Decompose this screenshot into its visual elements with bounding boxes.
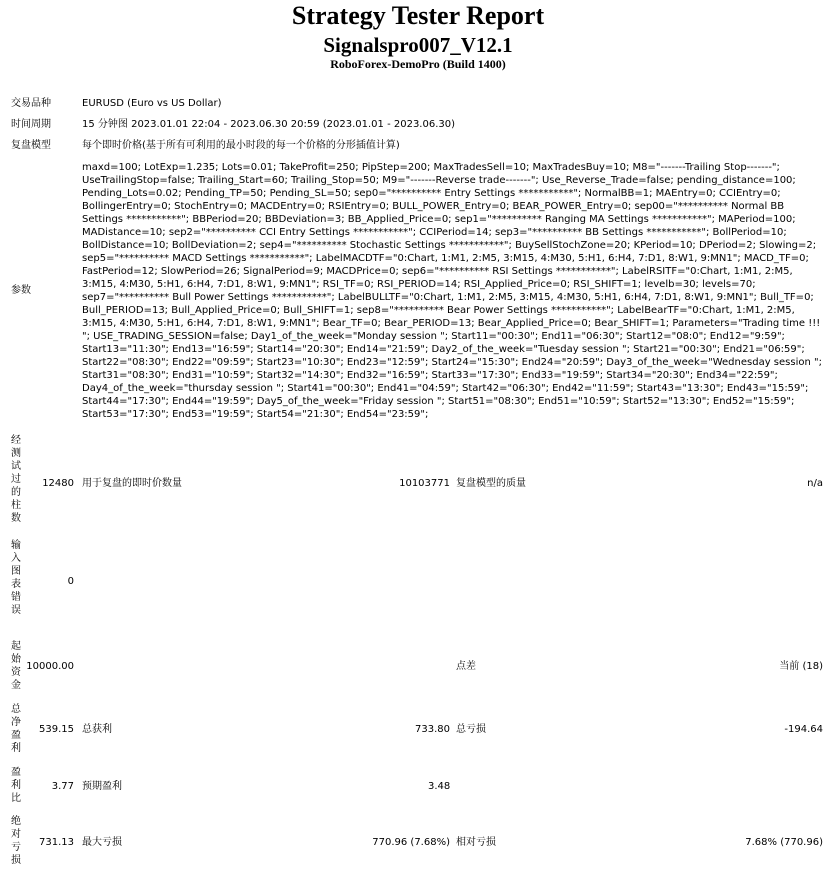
max-drawdown-value: 770.96 (7.68%) bbox=[372, 837, 450, 848]
model-value: 每个即时价格(基于所有可利用的最小时段的每一个价格的分形插值计算) bbox=[82, 140, 400, 151]
report-title: Strategy Tester Report bbox=[291, 1, 545, 30]
gross-loss-value: -194.64 bbox=[784, 724, 823, 735]
params-label: 参数 bbox=[11, 285, 31, 296]
expected-payoff-label: 预期盈利 bbox=[82, 781, 122, 792]
net-profit-value: 539.15 bbox=[39, 724, 74, 735]
profit-factor-label: 盈 利 比 bbox=[11, 767, 21, 804]
symbol-label: 交易品种 bbox=[11, 98, 51, 109]
ticks-value: 10103771 bbox=[399, 478, 450, 489]
symbol-value: EURUSD (Euro vs US Dollar) bbox=[82, 98, 222, 109]
model-label: 复盘模型 bbox=[11, 140, 51, 151]
server-build: RoboForex-DemoPro (Build 1400) bbox=[330, 57, 506, 71]
spread-label: 点差 bbox=[456, 661, 476, 672]
profit-factor-value: 3.77 bbox=[51, 781, 74, 792]
quality-label: 复盘模型的质量 bbox=[456, 478, 526, 489]
absolute-drawdown-label: 绝 对 亏 损 bbox=[11, 816, 21, 866]
absolute-drawdown-value: 731.13 bbox=[39, 837, 74, 848]
net-profit-label: 总 净 盈 利 bbox=[11, 704, 21, 754]
params-value: maxd=100; LotExp=1.235; Lots=0.01; TakeProfit=250; PipStep=200; MaxTradesSell=10; MaxTradesBuy=10; M8="-------Trailing Stop-------"; UseTrailingStop=false; Trailing_Start=60; Trailing_Stop=50; M9="-------Reverse trade-------"; Use_Reverse_Trade=false; pending_distance=100; Pending_Lots=0.02; Pending_TP=50; Pending_SL=50; sep0="********** Entry Settings ***********"; NormalBB=1; MAEntry=0; CCIEntry=0; BollingerEntry=0; StochEntry=0; MACDEntry=0; RSIEntry=0; BULL_POWER_Entry=0; BEAR_POWER_Entry=0; sep00="********** Normal BB Settings ***********"; BBPeriod=20; BBDeviation=3; BB_Applied_Price=0; sep1="********** Ranging MA Settings ***********"; MAPeriod=100; MADistance=10; sep2="********** CCI Entry Settings ***********"; CCIPeriod=14; sep3="********** BB Settings ***********"; BollPeriod=10; BollDistance=10; BollDeviation=2; sep4="********** Stochastic Settings ***********"; BuySellStochZone=20; KPeriod=10; DPeriod=2; Slowing=2; sep5="********** MACD Settings ***********"; LabelMACDTF="0:Chart, 1:M1, 2:M5, 3:M15, 4:M30, 5:H1, 6:H4, 7:D1, 8:W1, 9:MN1"; MACD_TF=0; FastPeriod=12; SlowPeriod=26; SignalPeriod=9; MACDPrice=0; sep6="********** RSI Settings ***********"; LabelRSITF="0:Chart, 1:M1, 2:M5, 3:M15, 4:M30, 5:H1, 6:H4, 7:D1, 8:W1, 9:MN1"; RSI_TF=0; RSI_PERIOD=14; RSI_Applied_Price=0; RSI_SHIFT=1; levelb=30; levels=70; sep7="********** Bull Power Settings ***********"; LabelBULLTF="0:Chart, 1:M1, 2:M5, 3:M15, 4:M30, 5:H1, 6:H4, 7:D1, 8:W1, 9:MN1"; Bull_TF=0; Bull_PERIOD=13; Bull_Applied_Price=0; Bull_SHIFT=1; sep8="********** Bear Power Settings ***********"; LabelBearTF="0:Chart, 1:M1, 2:M5, 3:M15, 4:M30, 5:H1, 6:H4, 7:D1, 8:W1, 9:MN1"; Bear_TF=0; Bear_PERIOD=13; Bear_Applied_Price=0; Bear_SHIFT=1; Parameters="Trading time !!! "; USE_TRADING_SESSION=false; Day1_of_the_week="Monday session "; Start11="00:30"; End11="06:30"; Start12="08:0"; End12="9:59"; Start13="11:30"; End13="16:59"; Start14="20:30"; End14="21:59"; Day2_of_the_week="Tuesday session "; Start21="00:30"; End21="06:59"; Start22="08:30"; End22="09:59"; Start23="10:30"; End23="12:59"; Start24="15:30"; End24="20:59"; Day3_of_the_week="Wednesday session "; Start31="08:30"; End31="10:59"; Start32="14:30"; End32="16:59"; Start33="17:30"; End33="19:59"; Start34="20:30"; End34="22:59"; Day4_of_the_week="thursday session "; Start41="00:30"; End41="04:59"; Start42="06:30"; End42="11:59"; Start43="13:30"; End43="15:59"; Start44="17:30"; End44="19:59"; Day5_of_the_week="Friday session "; Start51="08:30"; End51="10:59"; Start52="13:30"; End52="15:59"; Start53="17:30"; End53="19:59"; Start54="21:30"; End54="23:59"; bbox=[82, 162, 822, 420]
spread-value: 当前 (18) bbox=[779, 661, 823, 672]
errors-label: 输 入 图 表 错 误 bbox=[11, 540, 21, 616]
period-value: 15 分钟图 2023.01.01 22:04 - 2023.06.30 20:59 (2023.01.01 - 2023.06.30) bbox=[82, 119, 456, 130]
ticks-label: 用于复盘的即时价数量 bbox=[82, 478, 182, 489]
ea-name: Signalspro007_V12.1 bbox=[323, 33, 513, 57]
period-label: 时间周期 bbox=[11, 119, 51, 130]
deposit-label: 起 始 资 金 bbox=[11, 641, 21, 691]
errors-value: 0 bbox=[67, 576, 74, 587]
quality-value: n/a bbox=[807, 478, 823, 489]
bars-label: 经 测 试 过 的 柱 数 bbox=[11, 435, 21, 524]
expected-payoff-value: 3.48 bbox=[428, 781, 451, 792]
gross-loss-label: 总亏损 bbox=[456, 724, 486, 735]
relative-drawdown-value: 7.68% (770.96) bbox=[745, 837, 823, 848]
max-drawdown-label: 最大亏损 bbox=[82, 837, 122, 848]
gross-profit-value: 733.80 bbox=[415, 724, 450, 735]
deposit-value: 10000.00 bbox=[26, 661, 74, 672]
bars-value: 12480 bbox=[42, 478, 74, 489]
gross-profit-label: 总获利 bbox=[82, 724, 112, 735]
relative-drawdown-label: 相对亏损 bbox=[456, 837, 496, 848]
